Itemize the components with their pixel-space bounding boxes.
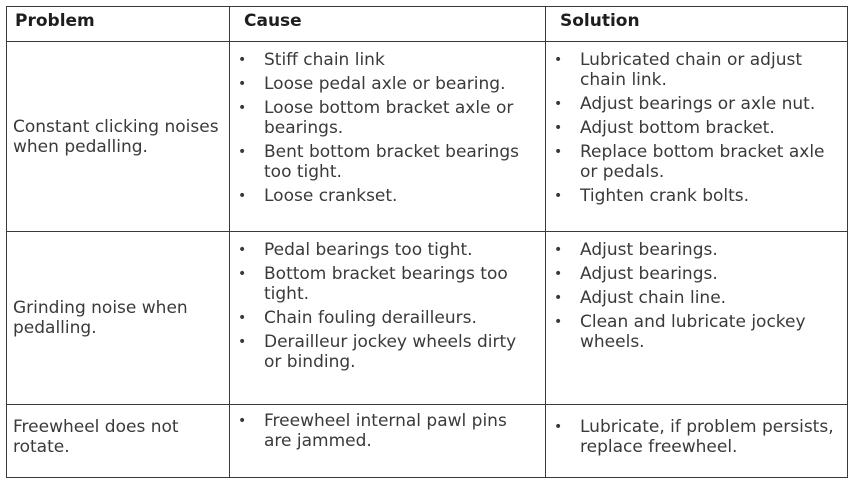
list-item: • Lubricate, if problem persists, replace freewheel. (550, 417, 839, 457)
list-item: • Loose pedal axle or bearing. (234, 74, 537, 94)
list-item: • Derailleur jockey wheels dirty or binding. (234, 332, 537, 372)
list-item: • Bottom bracket bearings too tight. (234, 264, 537, 304)
solution-list (550, 417, 839, 457)
cause-list (234, 411, 537, 451)
list-item: • Replace bottom bracket axle or pedals. (550, 142, 839, 182)
solution-cell (546, 42, 848, 232)
list-item: • Adjust bottom bracket. (550, 118, 839, 138)
list-item: • Chain fouling derailleurs. (234, 308, 537, 328)
list-item: • Bent bottom bracket bearings too tight. (234, 142, 537, 182)
table-row (7, 232, 848, 405)
problem-cell: Grinding noise when pedalling. (7, 232, 230, 405)
list-item: • Tighten crank bolts. (550, 186, 839, 206)
list-item: • Pedal bearings too tight. (234, 240, 537, 260)
list-item: • Adjust bearings or axle nut. (550, 94, 839, 114)
cause-cell (230, 42, 546, 232)
header-row (7, 7, 848, 42)
list-item: • Lubricated chain or adjust chain link. (550, 50, 839, 90)
problem-cell: Constant clicking noises when pedalling. (7, 42, 230, 232)
list-item: • Adjust bearings. (550, 240, 839, 260)
list-item: • Adjust chain line. (550, 288, 839, 308)
cause-list (234, 50, 537, 206)
cause-cell (230, 232, 546, 405)
troubleshooting-table (6, 6, 848, 478)
problem-cell: Freewheel does not rotate. (7, 405, 230, 478)
solution-list (550, 50, 839, 206)
list-item: • Freewheel internal pawl pins are jammed. (234, 411, 537, 451)
header-cause: Cause (230, 7, 546, 42)
cause-cell (230, 405, 546, 478)
list-item: • Adjust bearings. (550, 264, 839, 284)
list-item: • Loose bottom bracket axle or bearings. (234, 98, 537, 138)
solution-cell (546, 232, 848, 405)
header-solution: Solution (546, 7, 848, 42)
solution-cell (546, 405, 848, 478)
table-row (7, 405, 848, 478)
list-item: • Stiff chain link (234, 50, 537, 70)
list-item: • Loose crankset. (234, 186, 537, 206)
cause-list (234, 240, 537, 372)
table-row (7, 42, 848, 232)
solution-list (550, 240, 839, 352)
list-item: • Clean and lubricate jockey wheels. (550, 312, 839, 352)
header-problem: Problem (7, 7, 230, 42)
